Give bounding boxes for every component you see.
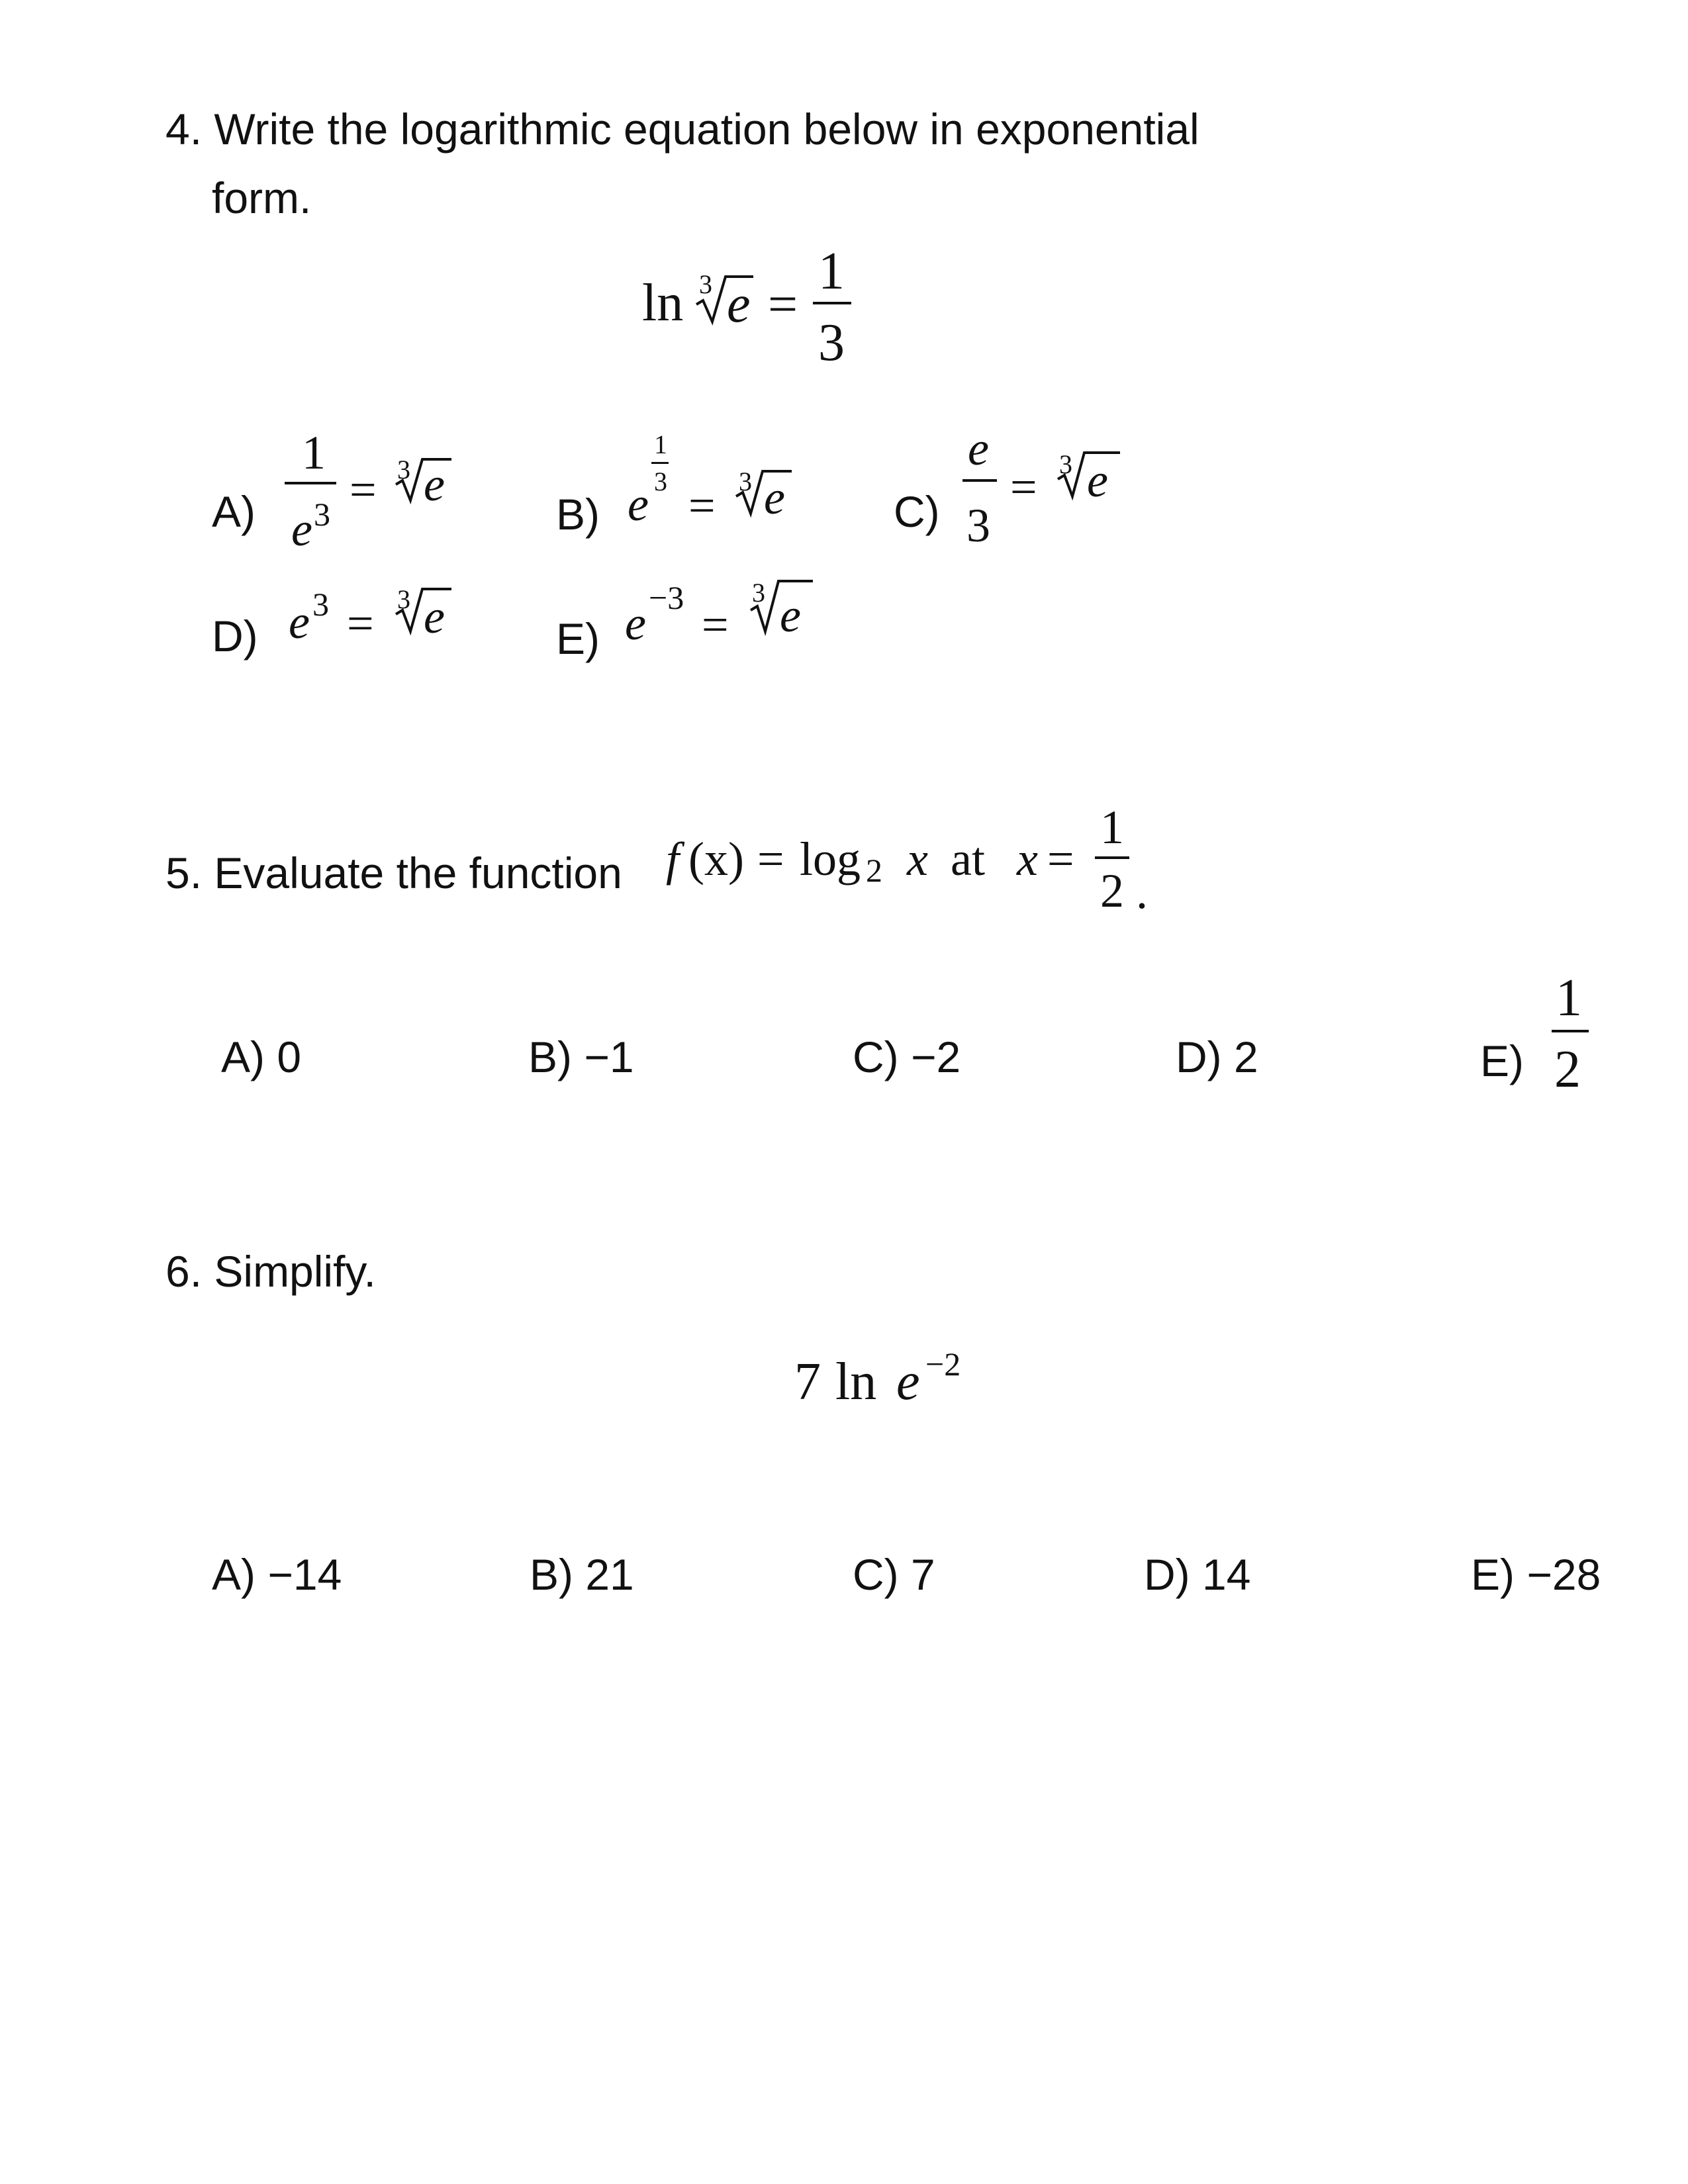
radical-index: 3 xyxy=(1059,449,1072,479)
fraction-bar xyxy=(1552,1030,1589,1032)
equals-sign: = xyxy=(757,833,784,886)
equals-sign: = xyxy=(1047,833,1074,886)
choice-value: 7 xyxy=(911,1550,935,1599)
function-argument: (x) xyxy=(688,833,744,886)
log-argument: x xyxy=(907,833,928,886)
exponent-denominator: 3 xyxy=(654,467,667,496)
fraction-denominator: 2 xyxy=(1100,864,1124,917)
denominator-base: e xyxy=(291,503,312,556)
base-e: e xyxy=(625,597,646,650)
exponent-fraction-bar xyxy=(651,462,669,464)
q6-choice-b[interactable] xyxy=(530,1550,634,1599)
fraction-numerator: 1 xyxy=(1100,801,1124,854)
choice-label: B) xyxy=(528,1032,572,1081)
choice-value: 14 xyxy=(1202,1550,1251,1599)
choice-value: −28 xyxy=(1526,1550,1601,1599)
q6-text: Simplify. xyxy=(214,1247,376,1296)
choice-label: B) xyxy=(556,490,600,539)
period: . xyxy=(1136,866,1148,919)
fraction-numerator: 1 xyxy=(818,242,845,300)
radical-index: 3 xyxy=(397,455,410,484)
fraction-numerator: 1 xyxy=(1556,969,1582,1027)
exponent: 3 xyxy=(312,586,329,623)
equals-sign: = xyxy=(768,275,798,334)
q5-prompt xyxy=(165,848,622,897)
equals-sign: = xyxy=(702,598,729,651)
q4-text-line1: Write the logarithmic equation below in exponential xyxy=(214,105,1199,154)
choice-value: −1 xyxy=(584,1032,634,1081)
fraction-bar xyxy=(813,302,851,304)
x-variable: x xyxy=(1017,833,1038,886)
log-base: 2 xyxy=(866,852,882,889)
ln-operator: ln xyxy=(835,1353,877,1411)
radicand: e xyxy=(424,458,445,511)
choice-label: C) xyxy=(853,1032,899,1081)
q6-choice-c[interactable] xyxy=(853,1550,935,1599)
radical-index: 3 xyxy=(699,269,712,299)
ln-operator: ln xyxy=(642,274,684,332)
q5-choice-b[interactable] xyxy=(528,1032,634,1081)
choice-label: A) xyxy=(212,1550,256,1599)
fraction-bar xyxy=(285,482,336,484)
radicand: e xyxy=(780,589,801,642)
fraction-denominator: 3 xyxy=(966,499,990,552)
radical-index: 3 xyxy=(739,467,752,496)
radicand: e xyxy=(764,471,785,524)
q6-choice-d[interactable] xyxy=(1144,1550,1251,1599)
fraction-bar xyxy=(962,479,997,482)
log-operator: log xyxy=(800,833,861,886)
exponent: −2 xyxy=(925,1345,961,1383)
at-word: at xyxy=(951,833,985,886)
choice-label: D) xyxy=(212,612,258,660)
radicand: e xyxy=(424,590,445,643)
q6-choice-e[interactable] xyxy=(1471,1550,1601,1599)
radicand: e xyxy=(727,275,751,334)
q5-choice-c[interactable] xyxy=(853,1032,961,1081)
base-e: e xyxy=(289,596,310,649)
q4-number: 4. xyxy=(165,105,203,154)
exponent: −3 xyxy=(649,579,684,616)
choice-label: A) xyxy=(221,1032,265,1081)
choice-label: A) xyxy=(212,487,256,536)
base-e: e xyxy=(896,1353,920,1411)
fraction-bar xyxy=(1095,856,1129,859)
choice-value: 2 xyxy=(1234,1032,1258,1081)
q6-prompt xyxy=(165,1247,376,1296)
q4-prompt xyxy=(165,105,1199,154)
choice-value: −14 xyxy=(267,1550,342,1599)
choice-label: C) xyxy=(894,487,940,536)
equals-sign: = xyxy=(347,597,374,650)
q5-number: 5. xyxy=(165,848,203,897)
q6-number: 6. xyxy=(165,1247,203,1296)
fraction-denominator: 2 xyxy=(1554,1040,1581,1099)
fraction-numerator: 1 xyxy=(302,426,326,479)
choice-label: C) xyxy=(853,1550,899,1599)
choice-value: −2 xyxy=(911,1032,961,1081)
equals-sign: = xyxy=(1010,461,1037,514)
denominator-exponent: 3 xyxy=(314,496,330,533)
choice-label: E) xyxy=(1471,1550,1515,1599)
q6-choice-a[interactable] xyxy=(212,1550,342,1599)
choice-value: 21 xyxy=(585,1550,634,1599)
equals-sign: = xyxy=(688,479,716,532)
equals-sign: = xyxy=(350,463,377,516)
base-e: e xyxy=(628,478,649,531)
choice-label: B) xyxy=(530,1550,573,1599)
function-name: f xyxy=(666,833,680,886)
radical-index: 3 xyxy=(397,584,410,614)
choice-label: E) xyxy=(556,614,600,663)
choice-value: 0 xyxy=(277,1032,302,1081)
q5-text: Evaluate the function xyxy=(214,848,622,897)
q4-text-line2: form. xyxy=(212,173,312,222)
fraction-numerator: e xyxy=(968,422,989,475)
choice-label: E) xyxy=(1480,1036,1524,1085)
q5-choice-a[interactable] xyxy=(221,1032,302,1081)
coefficient: 7 xyxy=(794,1353,821,1411)
radicand: e xyxy=(1087,454,1108,507)
fraction-denominator: 3 xyxy=(818,314,845,372)
radical-index: 3 xyxy=(752,578,765,608)
choice-label: D) xyxy=(1144,1550,1190,1599)
choice-label: D) xyxy=(1176,1032,1222,1081)
exponent-numerator: 1 xyxy=(654,430,667,459)
q5-choice-d[interactable] xyxy=(1176,1032,1258,1081)
